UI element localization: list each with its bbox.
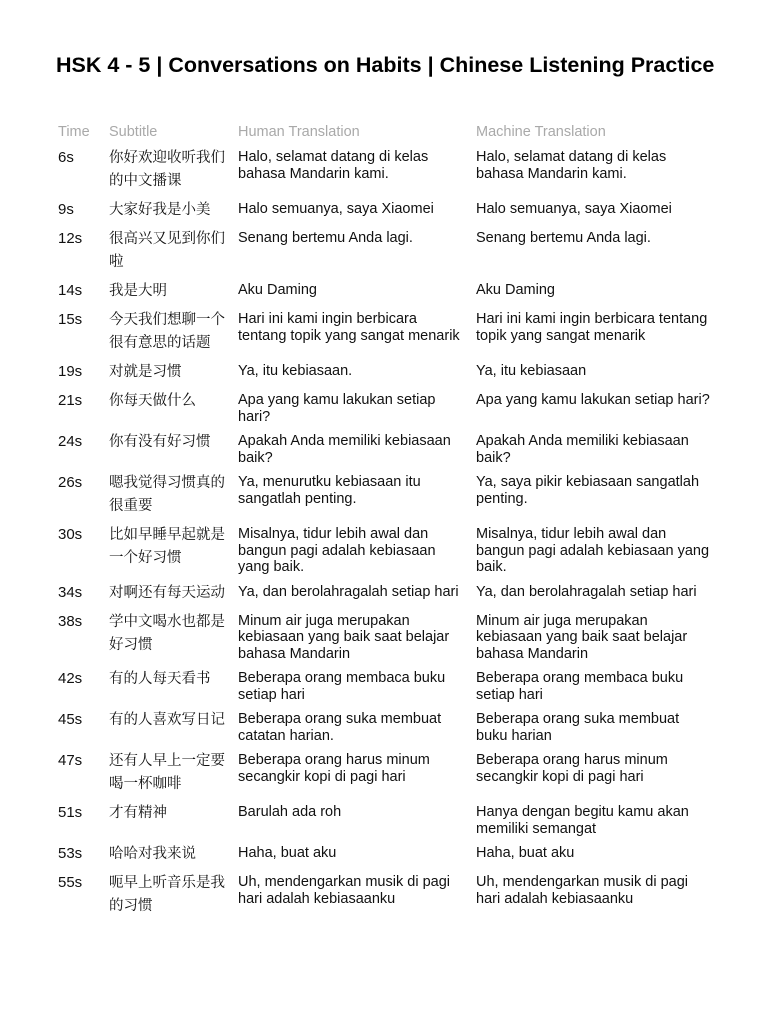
human-translation-cell: Aku Daming [238, 282, 317, 298]
subtitle-cell: 你每天做什么 [109, 393, 196, 409]
machine-translation-cell: Hari ini kami ingin berbicara tentang topik yang sangat menarik [476, 311, 708, 344]
human-translation-cell: Beberapa orang suka membuat catatan harian. [238, 711, 442, 744]
header-machine-translation: Machine Translation [476, 124, 606, 140]
time-cell: 55s [58, 874, 83, 891]
human-translation-cell: Hari ini kami ingin berbicara tentang topik yang sangat menarik [238, 311, 460, 344]
subtitle-cell: 比如早睡早起就是一个好习惯 [109, 527, 225, 566]
subtitle-cell: 你有没有好习惯 [109, 434, 211, 450]
human-translation-cell: Senang bertemu Anda lagi. [238, 230, 413, 246]
subtitle-cell: 我是大明 [109, 283, 167, 299]
subtitle-cell: 呃早上听音乐是我的习惯 [109, 875, 225, 914]
table-row [54, 843, 718, 872]
header-subtitle: Subtitle [109, 124, 158, 140]
subtitle-cell: 才有精神 [109, 805, 167, 821]
machine-translation-cell: Beberapa orang harus minum secangkir kopi di pagi hari [476, 752, 668, 785]
subtitle-cell: 还有人早上一定要喝一杯咖啡 [109, 753, 225, 792]
time-cell: 9s [58, 201, 74, 218]
machine-translation-cell: Senang bertemu Anda lagi. [476, 230, 651, 246]
subtitle-cell: 对啊还有每天运动 [109, 584, 225, 601]
subtitle-table [54, 121, 718, 924]
subtitle-cell: 今天我们想聊一个很有意思的话题 [109, 312, 225, 351]
subtitle-cell: 很高兴又见到你们啦 [109, 231, 225, 270]
subtitle-cell: 哈哈对我来说 [109, 846, 196, 862]
machine-translation-cell: Hanya dengan begitu kamu akan memiliki semangat [476, 804, 689, 837]
time-cell: 30s [58, 526, 83, 543]
machine-translation-cell: Haha, buat aku [476, 845, 575, 861]
time-cell: 53s [58, 845, 83, 862]
time-cell: 6s [58, 149, 74, 166]
machine-translation-cell: Apa yang kamu lakukan setiap hari? [476, 392, 710, 408]
human-translation-cell: Apakah Anda memiliki kebiasaan baik? [238, 433, 451, 466]
table-row [54, 309, 718, 361]
time-cell: 12s [58, 230, 83, 247]
table-row [54, 611, 718, 669]
table-row [54, 872, 718, 924]
table-header-row [54, 121, 718, 147]
human-translation-cell: Apa yang kamu lakukan setiap hari? [238, 392, 436, 425]
human-translation-cell: Ya, menurutku kebiasaan itu sangatlah penting. [238, 474, 421, 507]
machine-translation-cell: Halo semuanya, saya Xiaomei [476, 201, 672, 217]
time-cell: 47s [58, 752, 83, 769]
table-row [54, 147, 718, 199]
subtitle-cell: 大家好我是小美 [109, 202, 211, 218]
time-cell: 42s [58, 670, 83, 687]
human-translation-cell: Uh, mendengarkan musik di pagi hari adalah kebiasaanku [238, 874, 450, 907]
human-translation-cell: Minum air juga merupakan kebiasaan yang baik saat belajar bahasa Mandarin [238, 612, 450, 662]
subtitle-cell: 嗯我觉得习惯真的很重要 [109, 475, 225, 514]
machine-translation-cell: Apakah Anda memiliki kebiasaan baik? [476, 433, 689, 466]
header-human-translation: Human Translation [238, 124, 360, 140]
human-translation-cell: Ya, itu kebiasaan. [238, 363, 353, 379]
time-cell: 21s [58, 392, 83, 409]
table-row [54, 709, 718, 750]
machine-translation-cell: Halo, selamat datang di kelas bahasa Mandarin kami. [476, 149, 667, 182]
machine-translation-cell: Ya, saya pikir kebiasaan sangatlah penting. [476, 474, 700, 507]
time-cell: 26s [58, 474, 83, 491]
machine-translation-cell: Uh, mendengarkan musik di pagi hari adalah kebiasaanku [476, 874, 688, 907]
machine-translation-cell: Minum air juga merupakan kebiasaan yang baik saat belajar bahasa Mandarin [476, 612, 688, 662]
machine-translation-cell: Ya, itu kebiasaan [476, 363, 587, 379]
subtitle-cell: 你好欢迎收听我们的中文播课 [109, 150, 225, 189]
table-row [54, 390, 718, 431]
human-translation-cell: Misalnya, tidur lebih awal dan bangun pagi adalah kebiasaan yang baik. [238, 526, 436, 575]
time-cell: 15s [58, 311, 83, 328]
machine-translation-cell: Aku Daming [476, 282, 555, 298]
machine-translation-cell: Ya, dan berolahragalah setiap hari [476, 583, 697, 600]
table-row [54, 280, 718, 309]
table-row [54, 228, 718, 280]
human-translation-cell: Haha, buat aku [238, 845, 337, 861]
human-translation-cell: Halo semuanya, saya Xiaomei [238, 201, 434, 217]
human-translation-cell: Halo, selamat datang di kelas bahasa Mandarin kami. [238, 149, 429, 182]
machine-translation-cell: Beberapa orang membaca buku setiap hari [476, 670, 684, 703]
table-row [54, 431, 718, 472]
table-row [54, 361, 718, 390]
time-cell: 51s [58, 804, 83, 821]
subtitle-cell: 有的人每天看书 [109, 671, 211, 687]
time-cell: 45s [58, 711, 83, 728]
table-row [54, 582, 718, 611]
table-row [54, 472, 718, 524]
table-row [54, 199, 718, 228]
human-translation-cell: Beberapa orang membaca buku setiap hari [238, 670, 446, 703]
machine-translation-cell: Beberapa orang suka membuat buku harian [476, 711, 680, 744]
table-row [54, 524, 718, 582]
subtitle-cell: 有的人喜欢写日记 [109, 712, 225, 728]
table-row [54, 750, 718, 802]
time-cell: 14s [58, 282, 83, 299]
machine-translation-cell: Misalnya, tidur lebih awal dan bangun pagi adalah kebiasaan yang baik. [476, 526, 710, 575]
human-translation-cell: Ya, dan berolahragalah setiap hari [238, 583, 459, 600]
human-translation-cell: Beberapa orang harus minum secangkir kopi di pagi hari [238, 752, 430, 785]
subtitle-cell: 对就是习惯 [109, 364, 182, 380]
time-cell: 38s [58, 612, 83, 630]
header-time: Time [58, 124, 90, 140]
time-cell: 19s [58, 363, 83, 380]
time-cell: 34s [58, 583, 83, 601]
human-translation-cell: Barulah ada roh [238, 804, 342, 820]
table-row [54, 668, 718, 709]
subtitle-cell: 学中文喝水也都是好习惯 [109, 613, 225, 653]
time-cell: 24s [58, 433, 83, 450]
page-title: HSK 4 - 5 | Conversations on Habits | Chinese Listening Practice [56, 53, 715, 77]
table-row [54, 802, 718, 843]
